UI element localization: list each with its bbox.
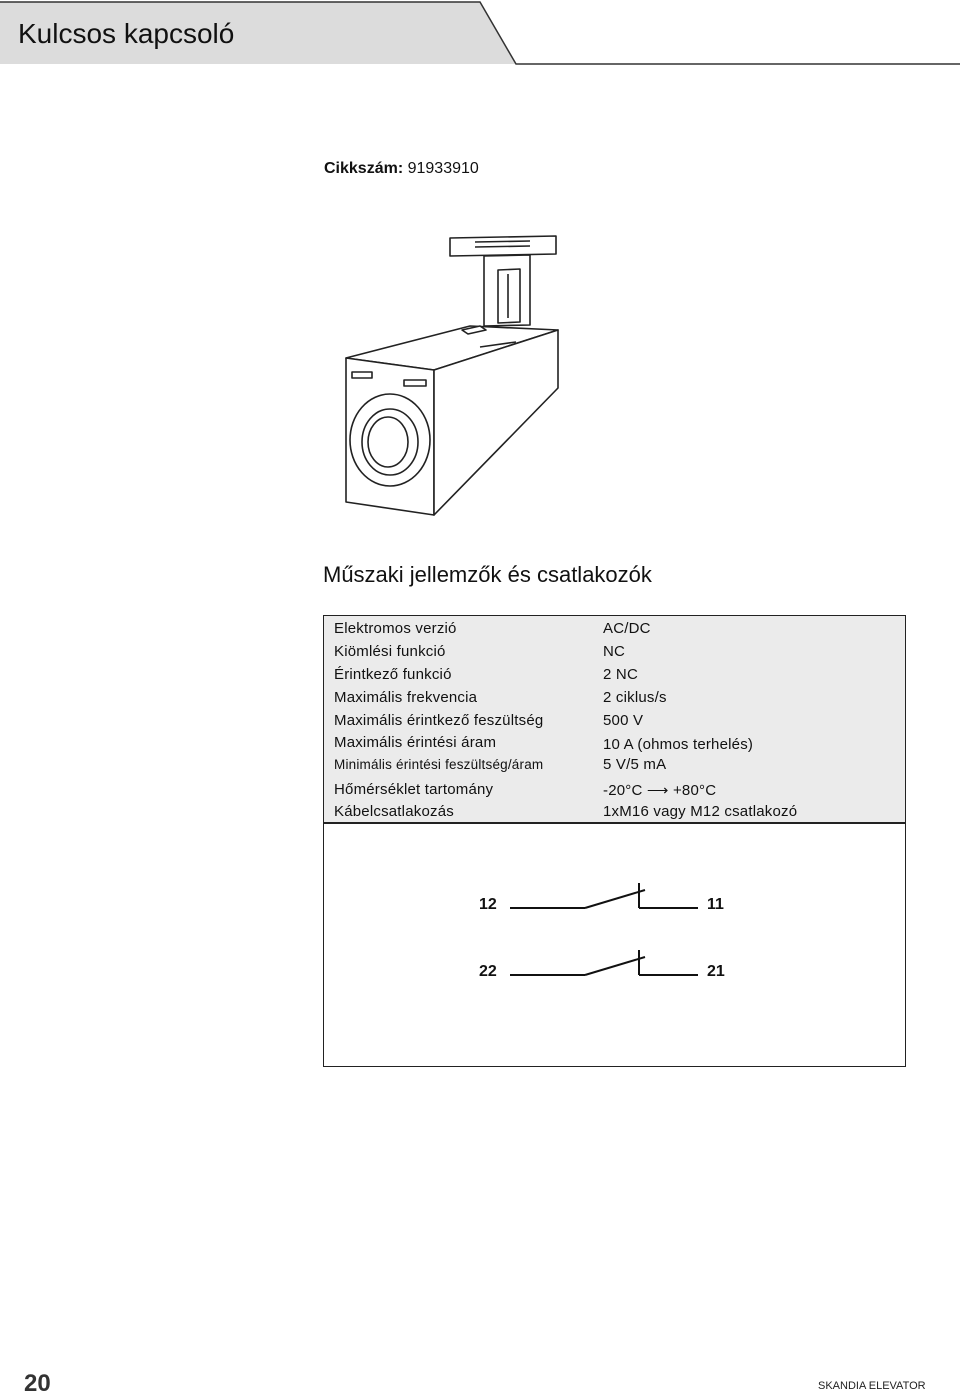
contact-arm (585, 890, 645, 908)
contact-diagram (470, 875, 710, 995)
terminal-label: 22 (479, 963, 497, 980)
article-value: 91933910 (407, 160, 479, 177)
spec-value: 2 ciklus/s (603, 689, 667, 706)
spec-value: 2 NC (603, 666, 638, 683)
spec-value: -20°C ⟶ +80°C (603, 782, 717, 799)
spec-value: NC (603, 643, 626, 660)
terminal-label: 12 (479, 896, 497, 913)
specs-title: Műszaki jellemzők és csatlakozók (323, 562, 652, 587)
spec-label: Hőmérséklet tartomány (334, 781, 494, 798)
key-switch-drawing (330, 230, 570, 520)
spec-label: Kiömlési funkció (334, 643, 446, 660)
spec-label: Maximális érintési áram (334, 734, 497, 751)
brand-name: SKANDIA ELEVATOR (818, 1380, 926, 1392)
spec-value: 1xM16 vagy M12 csatlakozó (603, 803, 798, 820)
spec-value: 10 A (ohmos terhelés) (603, 736, 754, 753)
page-title: Kulcsos kapcsoló (18, 18, 235, 49)
terminal-label: 21 (707, 963, 725, 980)
terminal-label: 11 (707, 896, 724, 913)
contact-arm (585, 957, 645, 975)
spec-label: Maximális érintkező feszültség (334, 712, 544, 729)
spec-label: Elektromos verzió (334, 620, 457, 637)
article-label: Cikkszám: (324, 160, 404, 177)
page-number: 20 (24, 1370, 51, 1397)
spec-value: 5 V/5 mA (603, 756, 667, 773)
spec-label: Minimális érintési feszültség/áram (334, 757, 544, 772)
spec-label: Érintkező funkció (334, 666, 452, 683)
spec-value: AC/DC (603, 620, 651, 637)
article-number (324, 160, 479, 178)
spec-label: Kábelcsatlakozás (334, 803, 454, 820)
spec-table-divider (324, 822, 905, 824)
spec-table (323, 615, 906, 1067)
spec-value: 500 V (603, 712, 644, 729)
spec-label: Maximális frekvencia (334, 689, 478, 706)
